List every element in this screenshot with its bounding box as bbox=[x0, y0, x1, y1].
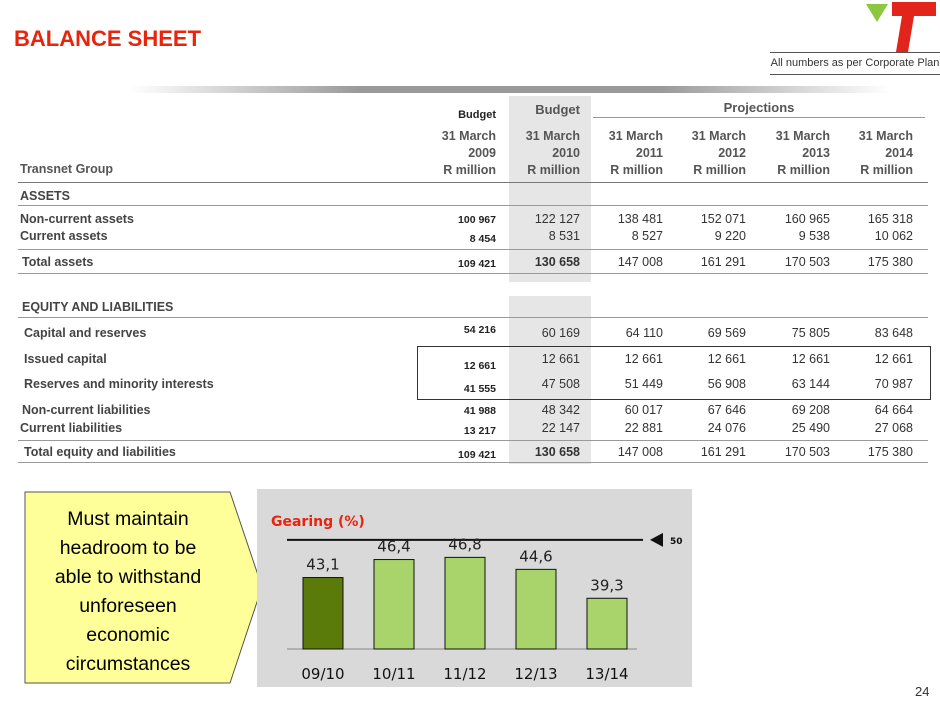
header-rule bbox=[18, 182, 928, 183]
column-unit: R million bbox=[693, 163, 746, 177]
row-rule bbox=[18, 440, 928, 441]
bar-value-label: 44,6 bbox=[519, 547, 553, 566]
table-cell: 100 967 bbox=[458, 214, 496, 226]
table-cell: 122 127 bbox=[534, 212, 580, 226]
table-cell: 170 503 bbox=[784, 255, 830, 269]
table-cell: 109 421 bbox=[458, 258, 496, 270]
callout-line: circumstances bbox=[65, 653, 191, 675]
threshold-label: 50 bbox=[670, 536, 683, 547]
column-unit: R million bbox=[860, 163, 913, 177]
group-label: Transnet Group bbox=[20, 162, 114, 176]
callout-line: headroom to be bbox=[59, 537, 197, 559]
table-cell: 69 208 bbox=[791, 403, 830, 417]
section-equity: EQUITY AND LIABILITIES bbox=[22, 300, 174, 314]
table-cell: 56 908 bbox=[707, 377, 746, 391]
table-cell: 47 508 bbox=[541, 377, 580, 391]
table-cell: 75 805 bbox=[791, 326, 830, 340]
equity-rule bbox=[18, 317, 928, 318]
column-date: 31 March bbox=[691, 129, 746, 143]
table-cell: 8 527 bbox=[631, 229, 663, 243]
bar bbox=[587, 598, 627, 649]
category-label: 11/12 bbox=[443, 665, 487, 683]
table-cell: 160 965 bbox=[784, 212, 830, 226]
table-cell: 48 342 bbox=[541, 403, 580, 417]
table-cell: 12 661 bbox=[624, 352, 663, 366]
table-cell: 64 110 bbox=[625, 326, 663, 340]
column-unit: R million bbox=[527, 163, 580, 177]
callout-line: economic bbox=[86, 624, 170, 646]
bar bbox=[374, 560, 414, 649]
bar bbox=[516, 569, 556, 649]
category-label: 10/11 bbox=[372, 665, 416, 683]
table-cell: 165 318 bbox=[867, 212, 913, 226]
column-unit: R million bbox=[610, 163, 663, 177]
table-cell: 22 881 bbox=[624, 421, 663, 435]
table-cell: 170 503 bbox=[784, 445, 830, 459]
column-date: 31 March bbox=[775, 129, 830, 143]
table-cell: 175 380 bbox=[867, 255, 913, 269]
projections-header: Projections bbox=[593, 100, 925, 118]
column-year: 2010 bbox=[552, 146, 580, 160]
table-cell: 60 169 bbox=[541, 326, 580, 340]
column-year: 2011 bbox=[635, 146, 663, 160]
column-date: 31 March bbox=[441, 129, 496, 143]
table-cell: 12 661 bbox=[541, 352, 580, 366]
row-label: Non-current liabilities bbox=[22, 403, 151, 417]
row-rule bbox=[18, 273, 928, 274]
bar-value-label: 39,3 bbox=[590, 576, 624, 595]
assets-rule bbox=[18, 205, 928, 206]
bar bbox=[445, 557, 485, 649]
table-cell: 147 008 bbox=[617, 445, 663, 459]
row-label: Total assets bbox=[22, 255, 94, 269]
section-assets: ASSETS bbox=[20, 189, 71, 203]
column-unit: R million bbox=[777, 163, 830, 177]
column-type-label: Budget bbox=[458, 109, 496, 121]
callout-text bbox=[30, 505, 226, 679]
row-label: Non-current assets bbox=[20, 212, 134, 226]
gearing-chart-svg bbox=[257, 489, 692, 687]
category-label: 12/13 bbox=[514, 665, 558, 683]
callout-line: Must maintain bbox=[67, 508, 189, 530]
table-cell: 60 017 bbox=[624, 403, 663, 417]
column-year: 2009 bbox=[468, 146, 496, 160]
table-cell: 83 648 bbox=[874, 326, 913, 340]
table-cell: 109 421 bbox=[458, 449, 496, 461]
row-label: Current assets bbox=[20, 229, 108, 243]
table-cell: 41 988 bbox=[463, 405, 496, 417]
threshold-arrow-icon bbox=[650, 533, 663, 547]
column-unit: R million bbox=[443, 163, 496, 177]
category-label: 09/10 bbox=[301, 665, 345, 683]
callout-line: able to withstand bbox=[54, 566, 202, 588]
bar-value-label: 46,8 bbox=[448, 535, 482, 554]
bar bbox=[303, 578, 343, 649]
row-label: Reserves and minority interests bbox=[24, 377, 214, 391]
row-rule bbox=[18, 462, 928, 463]
transnet-logo bbox=[866, 2, 936, 52]
column-year: 2014 bbox=[885, 146, 913, 160]
table-cell: 8 531 bbox=[548, 229, 580, 243]
table-cell: 12 661 bbox=[707, 352, 746, 366]
column-type-label: Budget bbox=[535, 102, 580, 117]
table-cell: 63 144 bbox=[791, 377, 830, 391]
table-cell: 12 661 bbox=[463, 360, 496, 372]
table-cell: 54 216 bbox=[463, 324, 496, 336]
table-cell: 8 454 bbox=[469, 233, 496, 245]
table-cell: 24 076 bbox=[707, 421, 746, 435]
divider bbox=[130, 86, 890, 93]
page-title: BALANCE SHEET bbox=[14, 26, 202, 51]
budget-band-gap bbox=[509, 282, 591, 296]
table-cell: 69 569 bbox=[707, 326, 746, 340]
column-year: 2013 bbox=[802, 146, 830, 160]
row-label: Current liabilities bbox=[20, 421, 123, 435]
table-cell: 147 008 bbox=[617, 255, 663, 269]
row-label: Capital and reserves bbox=[24, 326, 147, 340]
note-text: All numbers as per Corporate Plan bbox=[770, 57, 940, 69]
category-label: 13/14 bbox=[585, 665, 629, 683]
row-label: Total equity and liabilities bbox=[24, 445, 176, 459]
table-cell: 64 664 bbox=[874, 403, 913, 417]
table-cell: 161 291 bbox=[700, 445, 746, 459]
column-date: 31 March bbox=[858, 129, 913, 143]
row-label: Issued capital bbox=[24, 352, 107, 366]
column-year: 2012 bbox=[718, 146, 746, 160]
capital-highlight-box bbox=[417, 346, 931, 400]
table-cell: 41 555 bbox=[463, 383, 496, 395]
table-cell: 27 068 bbox=[874, 421, 913, 435]
table-cell: 51 449 bbox=[624, 377, 663, 391]
chart-title: Gearing (%) bbox=[271, 514, 365, 530]
table-cell: 70 987 bbox=[874, 377, 913, 391]
bar-value-label: 43,1 bbox=[306, 555, 340, 574]
page-number: 24 bbox=[915, 684, 930, 699]
table-cell: 9 538 bbox=[798, 229, 830, 243]
table-cell: 130 658 bbox=[534, 445, 580, 459]
table-cell: 22 147 bbox=[541, 421, 580, 435]
column-date: 31 March bbox=[608, 129, 663, 143]
table-cell: 12 661 bbox=[874, 352, 913, 366]
table-cell: 152 071 bbox=[700, 212, 746, 226]
table-cell: 175 380 bbox=[867, 445, 913, 459]
table-cell: 130 658 bbox=[534, 255, 580, 269]
table-cell: 13 217 bbox=[463, 425, 496, 437]
gearing-chart bbox=[257, 489, 692, 687]
note bbox=[770, 52, 940, 75]
column-date: 31 March bbox=[525, 129, 580, 143]
table-cell: 10 062 bbox=[874, 229, 913, 243]
table-cell: 12 661 bbox=[791, 352, 830, 366]
table-cell: 9 220 bbox=[714, 229, 746, 243]
bar-value-label: 46,4 bbox=[377, 537, 411, 556]
row-rule bbox=[18, 249, 928, 250]
table-cell: 138 481 bbox=[617, 212, 663, 226]
table-cell: 67 646 bbox=[707, 403, 746, 417]
table-cell: 161 291 bbox=[700, 255, 746, 269]
callout-line: unforeseen bbox=[79, 595, 177, 617]
table-cell: 25 490 bbox=[791, 421, 830, 435]
